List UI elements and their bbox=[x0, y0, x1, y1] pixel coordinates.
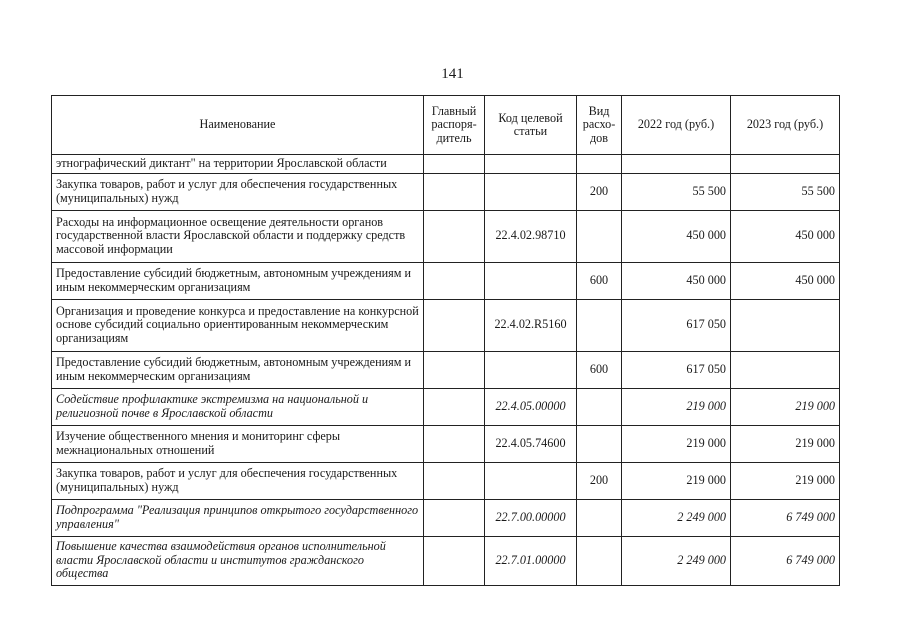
cell-type bbox=[577, 155, 622, 174]
table-row bbox=[52, 536, 840, 585]
cell-type: 600 bbox=[577, 351, 622, 388]
header-type: Вид расхо-дов bbox=[577, 96, 622, 155]
cell-y2023: 219 000 bbox=[731, 462, 840, 499]
cell-admin bbox=[424, 351, 485, 388]
cell-y2022: 219 000 bbox=[622, 425, 731, 462]
page-number: 141 bbox=[441, 66, 464, 82]
header-2022: 2022 год (руб.) bbox=[622, 96, 731, 155]
cell-name: Предоставление субсидий бюджетным, автономным учреждениям и иным некоммерческим организациям bbox=[52, 262, 424, 299]
cell-code: 22.4.05.00000 bbox=[485, 388, 577, 425]
cell-y2022: 617 050 bbox=[622, 299, 731, 351]
cell-y2022: 450 000 bbox=[622, 210, 731, 262]
header-name: Наименование bbox=[52, 96, 424, 155]
cell-type: 600 bbox=[577, 262, 622, 299]
cell-code bbox=[485, 262, 577, 299]
cell-code: 22.7.01.00000 bbox=[485, 536, 577, 585]
cell-y2023: 6 749 000 bbox=[731, 536, 840, 585]
cell-type bbox=[577, 388, 622, 425]
cell-y2023: 450 000 bbox=[731, 262, 840, 299]
table-row bbox=[52, 210, 840, 262]
cell-y2023 bbox=[731, 351, 840, 388]
cell-y2023: 450 000 bbox=[731, 210, 840, 262]
cell-admin bbox=[424, 210, 485, 262]
header-row bbox=[52, 96, 840, 155]
cell-y2023 bbox=[731, 155, 840, 174]
cell-admin bbox=[424, 499, 485, 536]
cell-type: 200 bbox=[577, 462, 622, 499]
table-row bbox=[52, 462, 840, 499]
cell-code: 22.4.05.74600 bbox=[485, 425, 577, 462]
cell-type bbox=[577, 210, 622, 262]
cell-code bbox=[485, 155, 577, 174]
cell-y2022: 2 249 000 bbox=[622, 536, 731, 585]
header-code: Код целевой статьи bbox=[485, 96, 577, 155]
budget-table bbox=[51, 95, 840, 586]
table-row bbox=[52, 173, 840, 210]
cell-admin bbox=[424, 299, 485, 351]
cell-type: 200 bbox=[577, 173, 622, 210]
cell-admin bbox=[424, 425, 485, 462]
cell-code bbox=[485, 462, 577, 499]
cell-name: Повышение качества взаимодействия органов исполнительной власти Ярославской области и институтов гражданского общества bbox=[52, 536, 424, 585]
table-row bbox=[52, 425, 840, 462]
cell-name: Изучение общественного мнения и мониторинг сферы межнациональных отношений bbox=[52, 425, 424, 462]
cell-name: Предоставление субсидий бюджетным, автономным учреждениям и иным некоммерческим организациям bbox=[52, 351, 424, 388]
cell-admin bbox=[424, 388, 485, 425]
cell-y2022: 617 050 bbox=[622, 351, 731, 388]
cell-type bbox=[577, 499, 622, 536]
cell-type bbox=[577, 299, 622, 351]
cell-y2022 bbox=[622, 155, 731, 174]
cell-admin bbox=[424, 462, 485, 499]
cell-y2022: 2 249 000 bbox=[622, 499, 731, 536]
cell-y2022: 219 000 bbox=[622, 462, 731, 499]
cell-y2022: 219 000 bbox=[622, 388, 731, 425]
cell-name: Расходы на информационное освещение деятельности органов государственной власти Ярославской области и поддержку средств массовой информации bbox=[52, 210, 424, 262]
cell-name: Содействие профилактике экстремизма на национальной и религиозной почве в Ярославской области bbox=[52, 388, 424, 425]
cell-name: этнографический диктант" на территории Ярославской области bbox=[52, 155, 424, 174]
cell-code bbox=[485, 351, 577, 388]
cell-name: Подпрограмма "Реализация принципов открытого государственного управления" bbox=[52, 499, 424, 536]
table-row bbox=[52, 299, 840, 351]
cell-admin bbox=[424, 173, 485, 210]
cell-y2023: 55 500 bbox=[731, 173, 840, 210]
cell-y2023: 219 000 bbox=[731, 425, 840, 462]
cell-y2023 bbox=[731, 299, 840, 351]
cell-y2023: 6 749 000 bbox=[731, 499, 840, 536]
cell-type bbox=[577, 425, 622, 462]
cell-code: 22.4.02.R5160 bbox=[485, 299, 577, 351]
table-row bbox=[52, 388, 840, 425]
header-admin: Главный распоря-дитель bbox=[424, 96, 485, 155]
cell-code: 22.7.00.00000 bbox=[485, 499, 577, 536]
cell-name: Организация и проведение конкурса и предоставление на конкурсной основе субсидий социально ориентированным некоммерческим организациям bbox=[52, 299, 424, 351]
cell-type bbox=[577, 536, 622, 585]
table-row bbox=[52, 499, 840, 536]
cell-admin bbox=[424, 262, 485, 299]
cell-y2023: 219 000 bbox=[731, 388, 840, 425]
cell-code: 22.4.02.98710 bbox=[485, 210, 577, 262]
cell-y2022: 55 500 bbox=[622, 173, 731, 210]
table-row bbox=[52, 155, 840, 174]
cell-name: Закупка товаров, работ и услуг для обеспечения государственных (муниципальных) нужд bbox=[52, 462, 424, 499]
cell-name: Закупка товаров, работ и услуг для обеспечения государственных (муниципальных) нужд bbox=[52, 173, 424, 210]
cell-admin bbox=[424, 155, 485, 174]
cell-admin bbox=[424, 536, 485, 585]
cell-y2022: 450 000 bbox=[622, 262, 731, 299]
table-row bbox=[52, 351, 840, 388]
header-2023: 2023 год (руб.) bbox=[731, 96, 840, 155]
cell-code bbox=[485, 173, 577, 210]
table-row bbox=[52, 262, 840, 299]
